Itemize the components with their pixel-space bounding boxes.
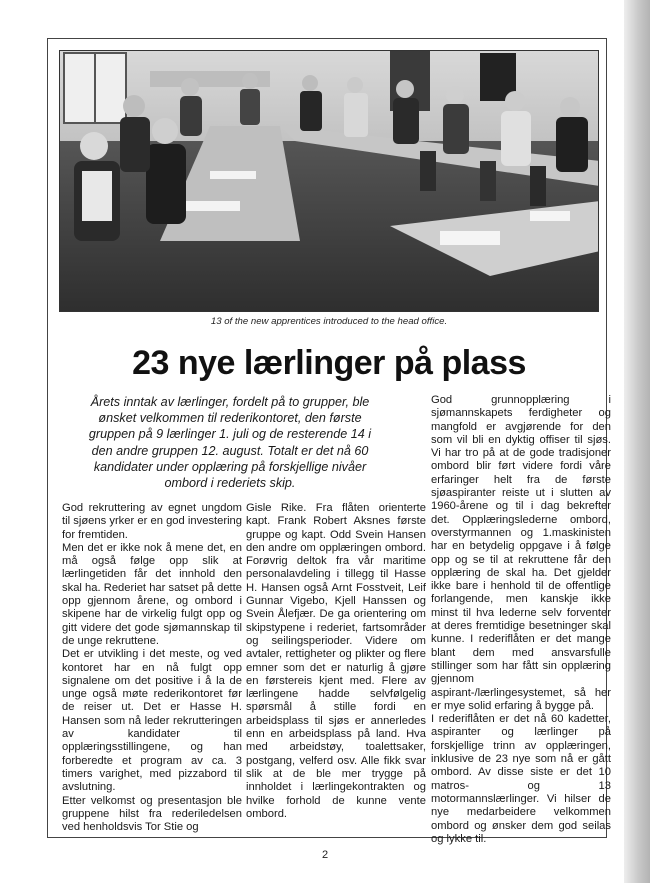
photo-caption: 13 of the new apprentices introduced to the head office. [210, 316, 448, 327]
paragraph: God rekruttering av egnet ungdom til sjøens yrker er en god investering for fremtiden. [62, 502, 242, 541]
article-column-1 [62, 502, 242, 834]
page-number: 2 [321, 849, 329, 861]
article-column-3 [431, 394, 611, 846]
scan-edge [624, 0, 650, 883]
meeting-room-photo [59, 50, 599, 312]
paragraph: Gisle Rike. Fra flåten orienterte kapt. Frank Robert Aksnes første gruppe og kapt. Odd Svein Hansen den andre om opplæringen ombord. Forøvrig deltok fra vår maritime personalavdeling i tillegg til Hasse H. Hansen også Arnt Fosstveit, Leif Gunnar Vigebo, Kjell Hanssen og Svein Ålefjær. De ga orientering om skipstypene i rederiet, fartsområder og seilingsperioder. Videre om avtaler, rettigheter og plikter og flere emner som det er naturlig å gjøre en førstereis kjent med. Flere av lærlingene hadde selvfølgelig spørsmål å stille fordi en arbeidsplass til sjøs er annerledes enn en arbeidsplass på land. Hva med arbeidstøy, toalettsaker, postgang, velferd osv. Alle fikk svar slik at de ble mer trygge på innholdet i lærlingekontrakten og hvilke forhold de kunne vente ombord. [246, 502, 426, 820]
article-headline: 23 nye lærlinger på plass [132, 344, 526, 382]
paragraph: Men det er ikke nok å mene det, en må også følge opp slik at lærlingetiden får det innhold den skal ha. Rederiet har satset på dette opp gjennom årene, og ombord i skipene har de virkelig fulgt opp og gitt videre det gode sjømannskap til de unge rekruttene. [62, 541, 242, 647]
article-lead: Årets inntak av lærlinger, fordelt på to grupper, ble ønsket velkommen til rederikontoret, den første gruppen på 9 lærlinger 1. juli og de resterende 14 i den andre gruppen 12. august. Totalt er det nå 60 kandidater under opplæring på forskjellige nivåer ombord i rederiets skip. [88, 395, 372, 491]
paragraph: I rederiflåten er det nå 60 kadetter, aspiranter og lærlinger på forskjellige trinn av opplæringen, inklusive de 23 nye som nå er gått ombord. Av disse siste er det 10 matros- og 13 motormannslærlinger. Vi hilser de nye medarbeidere velkommen ombord og ønsker dem god seilas og lykke til. [431, 713, 611, 845]
paragraph: Det er utvikling i det meste, og ved kontoret har en nå fulgt opp signalene om det positive i å la de unge også møte rederikontoret før de reiser ut. Det er Hasse H. Hansen som nå leder rekrutteringen av kandidater til opplæringsstillingene, og han forberedte et program av ca. 3 timers varighet, med pizzabord til avslutning. [62, 648, 242, 794]
paragraph: God grunnopplæring i sjømannskapets ferdigheter og mangfold er avgjørende for den som vil bli en dyktig offiser til sjøs. Vi har tro på at de gode tradisjoner ombord blir ført videre fordi våre erfaringer helt fra de første sjøaspiranter reiste ut i slutten av 1960-årene og til i dag bekrefter det. Opplæringslederne ombord, overstyrmannen og 1.maskinisten har en betydelig oppgave i å følge opp og se til at rekruttene får den opplæring de skal ha. Det gjelder ikke bare i henhold til de offentlige forlangende, men kanskje ikke minst til hva lederne selv forventer at deres fremtidige besetninger skal kunne. I rederiflåten er det mange blant dem med ansvarsfulle stillinger som har fått sin opplæring gjennom aspirant-/lærlingesystemet, så her er mye solid erfaring å bygge på. [431, 394, 611, 712]
article-column-2 [246, 502, 426, 821]
paragraph: Etter velkomst og presentasjon ble gruppene hilst fra rederiledelsen ved henholdsvis Tor Stie og [62, 794, 242, 834]
